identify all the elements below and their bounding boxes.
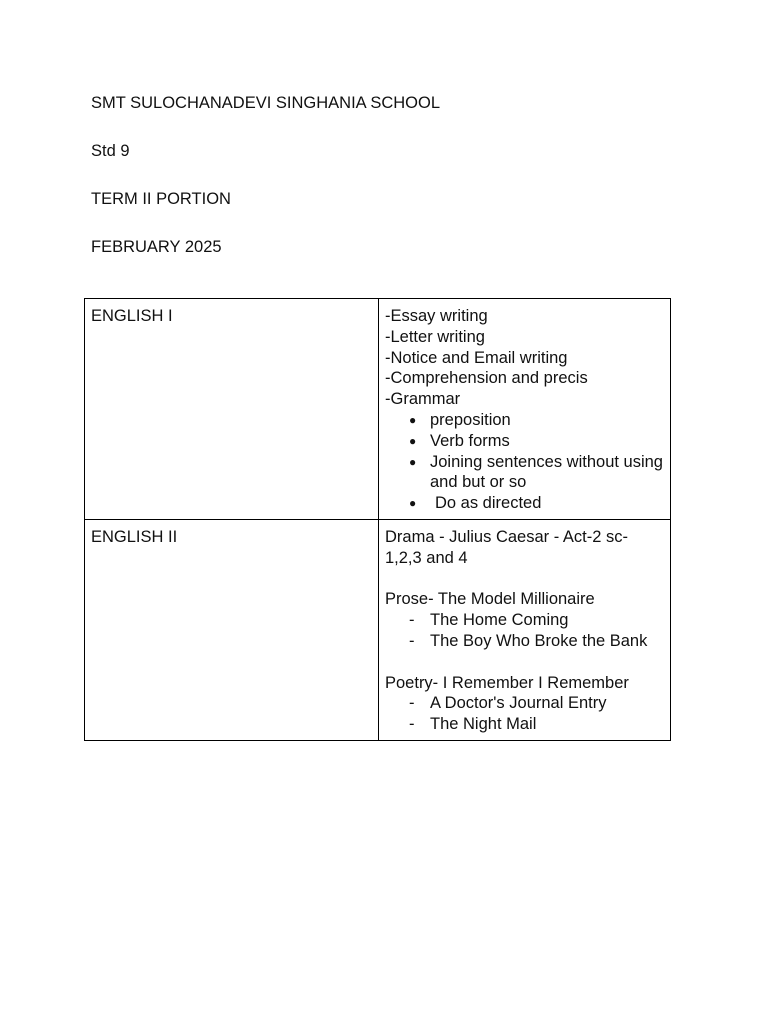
term-label: TERM II PORTION xyxy=(91,190,231,208)
prose-section xyxy=(385,589,664,651)
subject-cell xyxy=(85,520,379,741)
grammar-topic xyxy=(407,493,664,514)
poetry-item xyxy=(407,693,664,714)
table-row-english-2 xyxy=(85,520,671,741)
grammar-topic xyxy=(407,431,664,452)
portion-item: -Essay writing xyxy=(385,307,488,325)
subject-label: ENGLISH II xyxy=(91,528,178,546)
subject-label: ENGLISH I xyxy=(91,307,173,325)
portion-item: -Notice and Email writing xyxy=(385,348,568,367)
portion-cell xyxy=(379,520,671,741)
prose-item xyxy=(407,610,664,631)
grammar-topic-list xyxy=(385,410,664,514)
grammar-topic-text: Do as directed xyxy=(435,494,542,513)
grammar-topic-text: Verb forms xyxy=(430,431,510,450)
grammar-topic xyxy=(407,410,664,431)
standard-label: Std 9 xyxy=(91,142,130,160)
portion-cell xyxy=(379,299,671,520)
poetry-section xyxy=(385,673,664,735)
poetry-list xyxy=(385,693,664,735)
portion-item: -Comprehension and precis xyxy=(385,369,588,388)
grammar-topic-text: Joining sentences without using and but or so xyxy=(430,452,663,492)
prose-item-text: The Boy Who Broke the Bank xyxy=(430,631,648,650)
school-name: SMT SULOCHANADEVI SINGHANIA SCHOOL xyxy=(91,94,441,112)
poetry-item-text: The Night Mail xyxy=(430,715,537,734)
portion-table xyxy=(84,298,671,741)
subject-cell xyxy=(85,299,379,520)
prose-item-text: The Home Coming xyxy=(430,611,569,630)
poetry-item xyxy=(407,714,664,735)
poetry-item-text: A Doctor's Journal Entry xyxy=(430,694,607,713)
prose-item xyxy=(407,631,664,652)
portion-item: -Letter writing xyxy=(385,327,485,346)
poetry-heading: Poetry- I Remember I Remember xyxy=(385,673,629,692)
table-row-english-1 xyxy=(85,299,671,520)
portion-item: -Grammar xyxy=(385,390,461,409)
prose-heading: Prose- The Model Millionaire xyxy=(385,590,595,609)
drama-entry: Drama - Julius Caesar - Act-2 sc-1,2,3 and 4 xyxy=(385,528,628,567)
grammar-topic-text: preposition xyxy=(430,410,511,429)
date-label: FEBRUARY 2025 xyxy=(91,238,222,256)
prose-list xyxy=(385,610,664,652)
grammar-topic xyxy=(407,452,664,494)
